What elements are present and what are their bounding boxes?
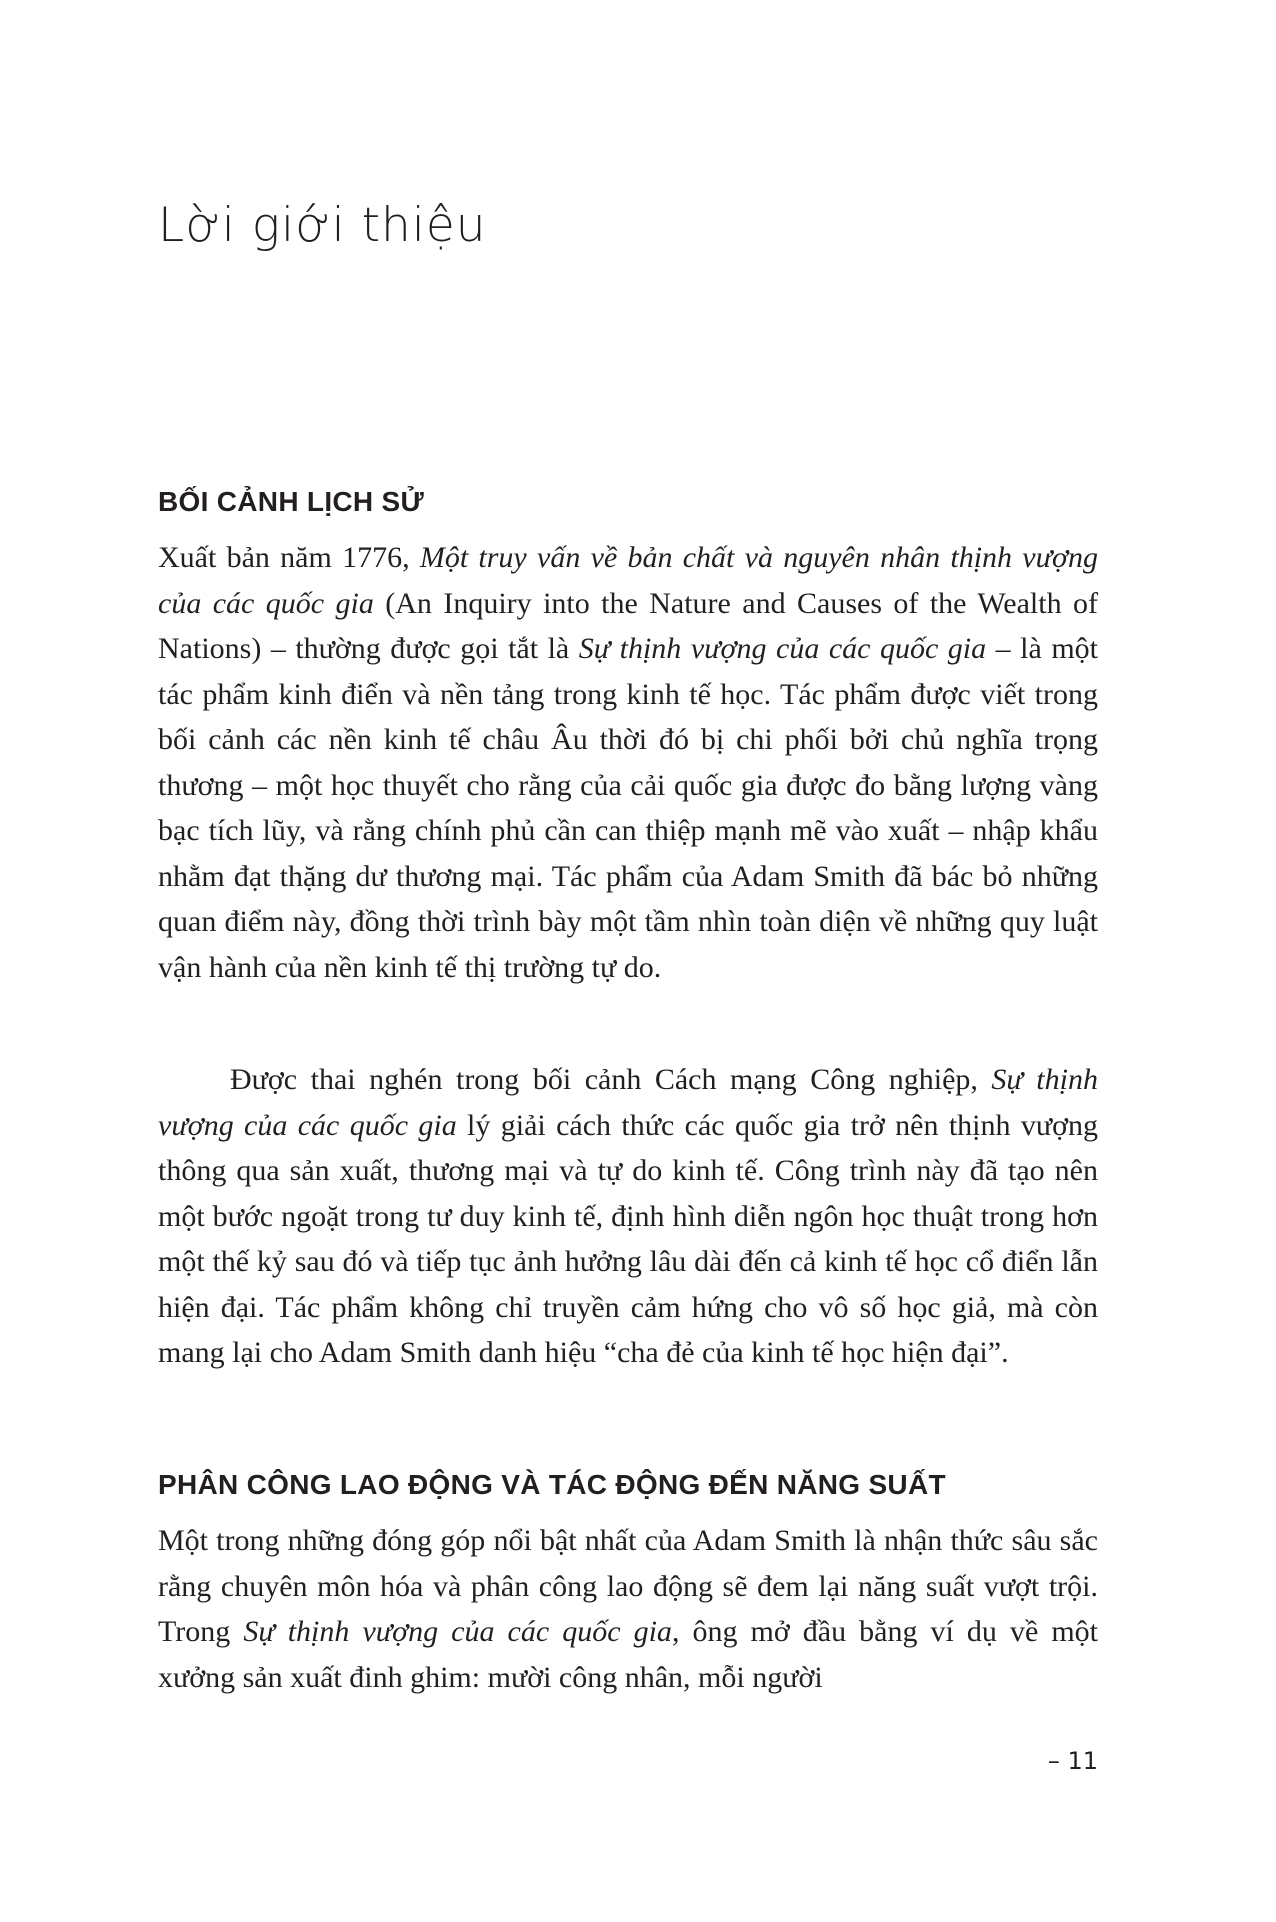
paragraph-historical-context — [158, 535, 1098, 990]
section-heading-division-of-labor: PHÂN CÔNG LAO ĐỘNG VÀ TÁC ĐỘNG ĐẾN NĂNG SUẤT — [158, 1469, 946, 1500]
section-heading-historical-context: BỐI CẢNH LỊCH SỬ — [158, 486, 425, 517]
text-run: Xuất bản năm 1776, — [158, 541, 420, 574]
book-title-short: Sự thịnh vượng của các quốc gia — [243, 1615, 672, 1648]
paragraph-division-of-labor — [158, 1518, 1098, 1700]
page-number: – 11 — [1047, 1747, 1098, 1775]
book-title-vietnamese: Một truy vấn về bản chất và nguyên nhân thịnh vượng của các quốc gia — [158, 541, 1098, 620]
text-run: , ông mở đầu bằng ví dụ về một xưởng sản xuất đinh ghim: mười công nhân, mỗi người — [158, 1615, 1098, 1694]
text-run: lý giải cách thức các quốc gia trở nên thịnh vượng thông qua sản xuất, thương mại và tự do kinh tế. Công trình này đã tạo nên một bước ngoặt trong tư duy kinh tế, định hình diễn ngôn học thuật trong hơn một thế kỷ sau đó và tiếp tục ảnh hưởng lâu dài đến cả kinh tế học cổ điển lẫn hiện đại. Tác phẩm không chỉ truyền cảm hứng cho vô số học giả, mà còn mang lại cho Adam Smith danh hiệu “cha đẻ của kinh tế học hiện đại”. — [158, 1108, 1098, 1369]
text-run: (An Inquiry into the Nature and Causes of the Wealth of Nations) – thường được gọi tắt là — [158, 586, 1098, 665]
chapter-title: Lời giới thiệu — [158, 198, 487, 253]
text-run: Một trong những đóng góp nổi bật nhất của Adam Smith là nhận thức sâu sắc rằng chuyên môn hóa và phân công lao động sẽ đem lại năng suất vượt trội. Trong — [158, 1524, 1098, 1648]
book-title-short: Sự thịnh vượng của các quốc gia — [158, 1063, 1098, 1142]
paragraph-industrial-revolution — [158, 1057, 1098, 1376]
book-title-short: Sự thịnh vượng của các quốc gia — [578, 632, 987, 665]
text-run: – là một tác phẩm kinh điển và nền tảng trong kinh tế học. Tác phẩm được viết trong bối cảnh các nền kinh tế châu Âu thời đó bị chi phối bởi chủ nghĩa trọng thương – một học thuyết cho rằng của cải quốc gia được đo bằng lượng vàng bạc tích lũy, và rằng chính phủ cần can thiệp mạnh mẽ vào xuất – nhập khẩu nhằm đạt thặng dư thương mại. Tác phẩm của Adam Smith đã bác bỏ những quan điểm này, đồng thời trình bày một tầm nhìn toàn diện về những quy luật vận hành của nền kinh tế thị trường tự do. — [158, 632, 1099, 984]
text-run: Được thai nghén trong bối cảnh Cách mạng Công nghiệp, — [230, 1063, 992, 1096]
